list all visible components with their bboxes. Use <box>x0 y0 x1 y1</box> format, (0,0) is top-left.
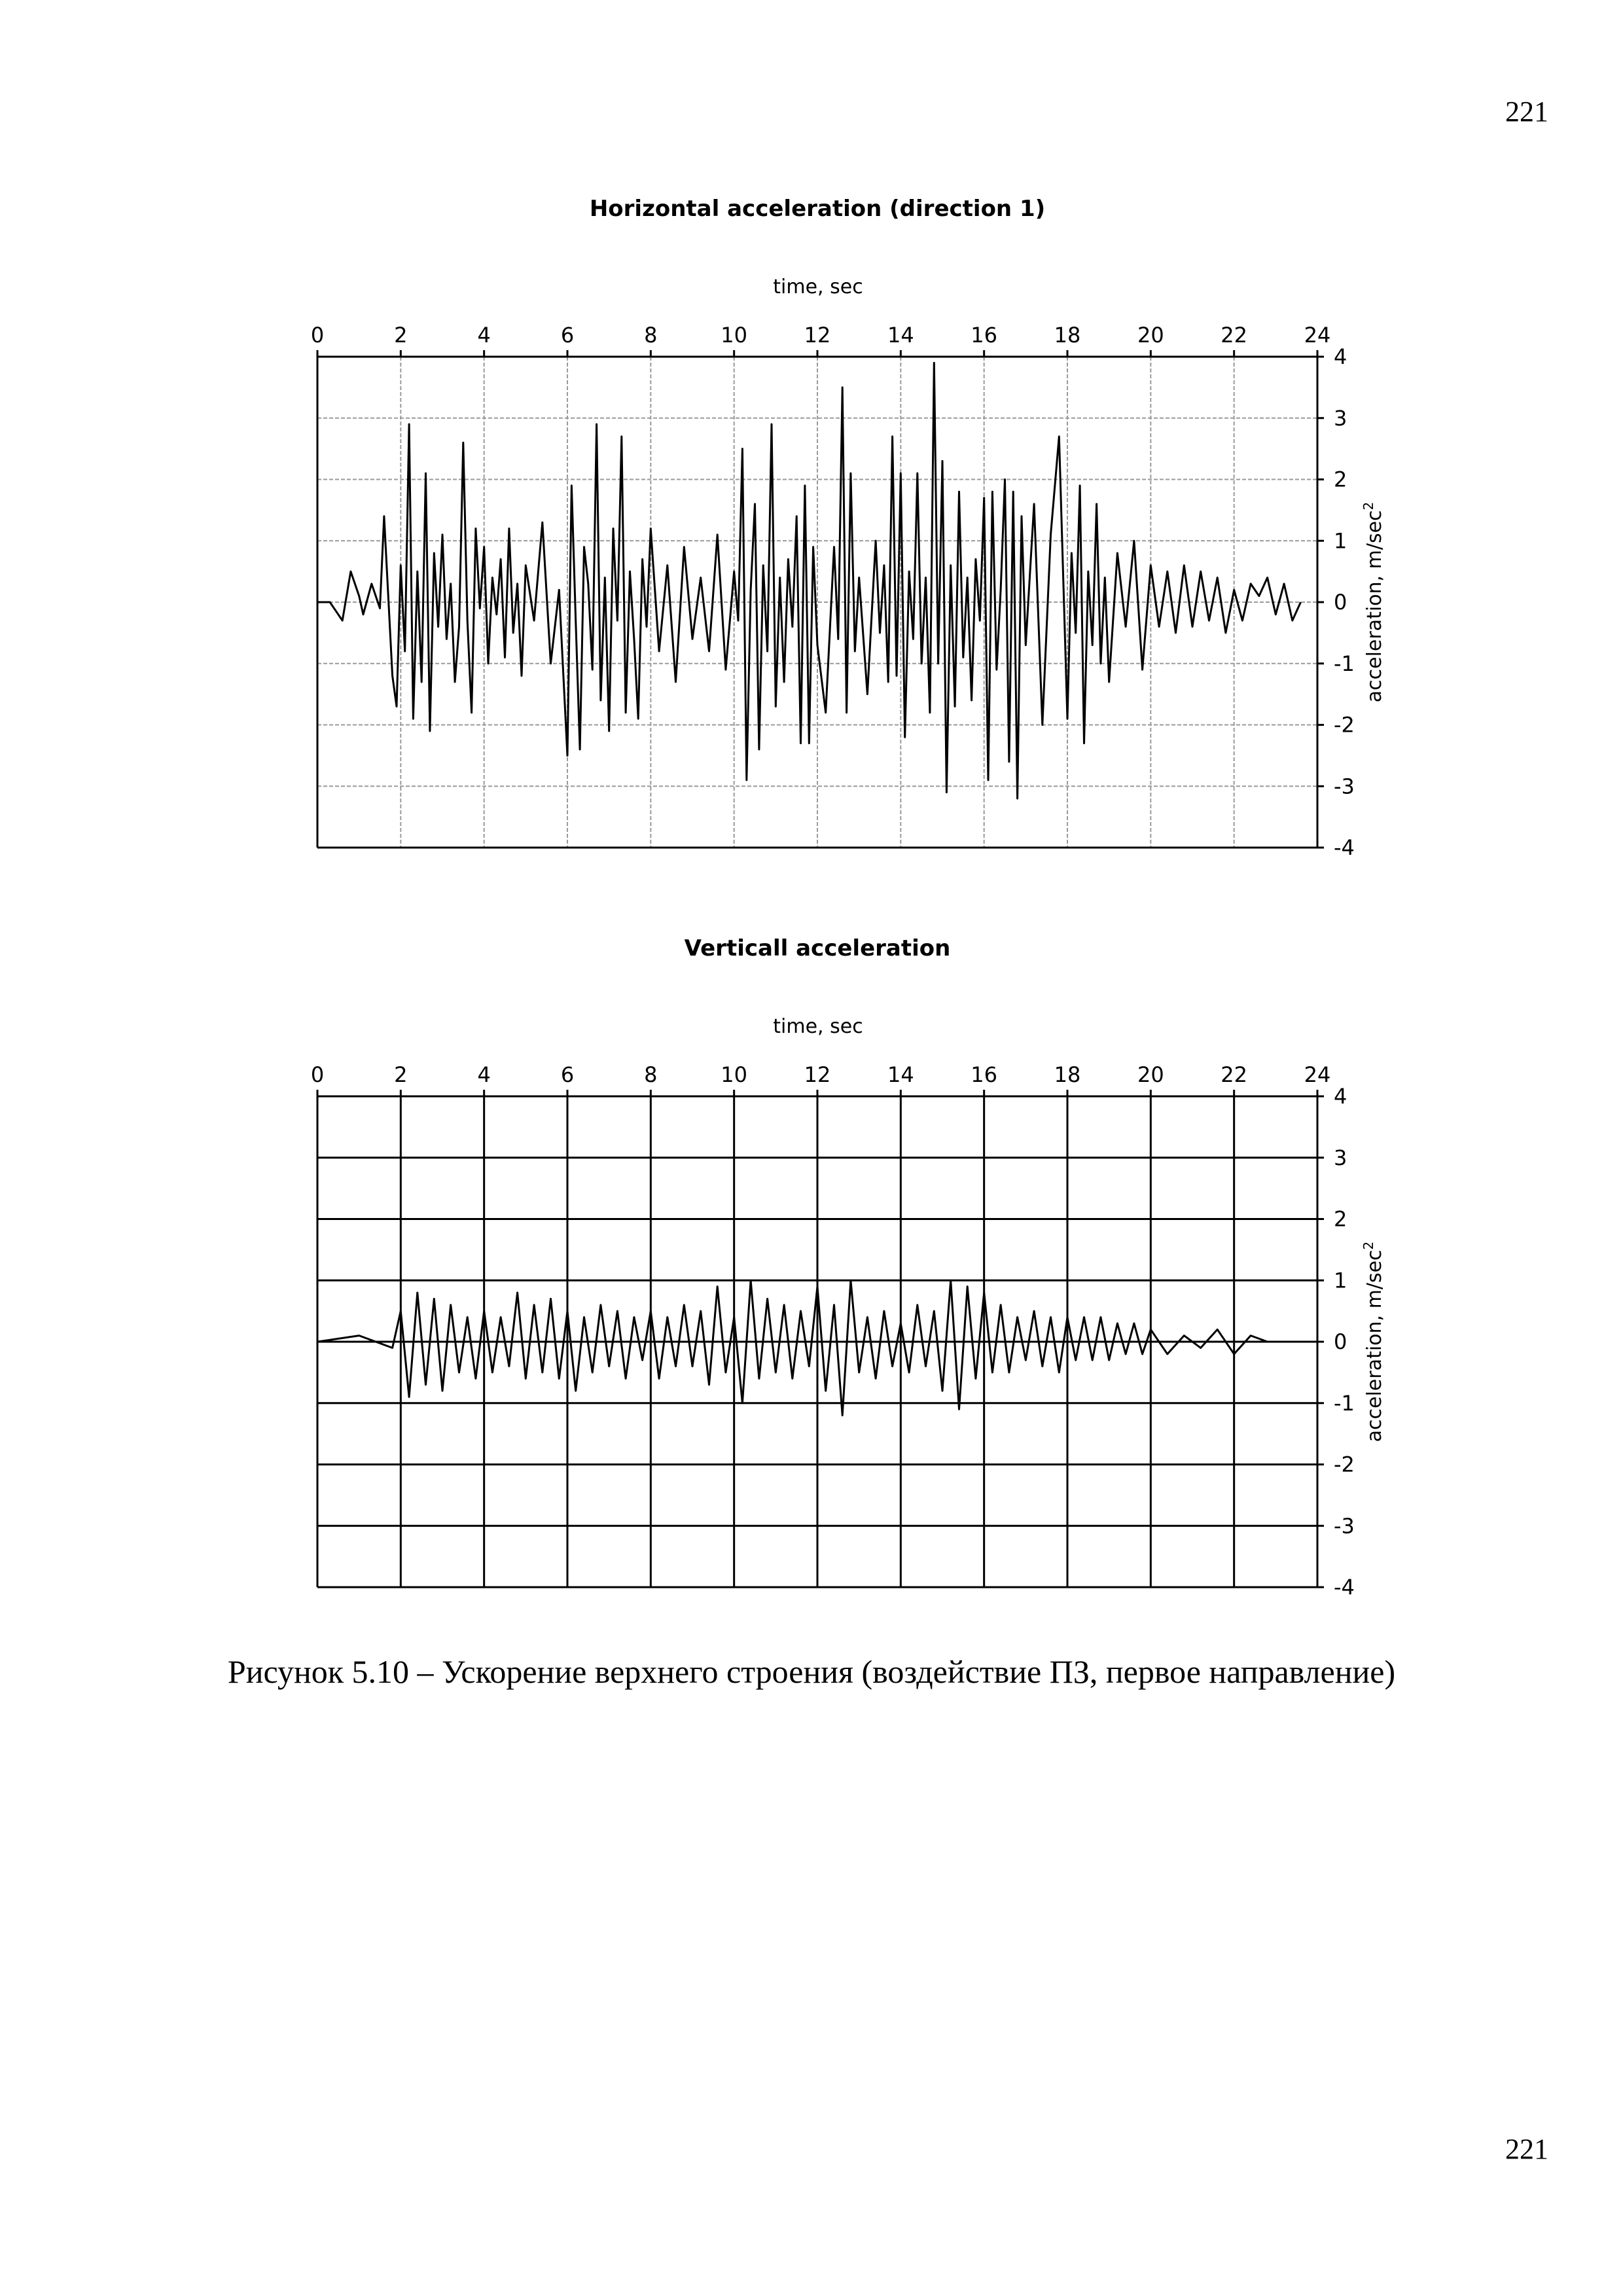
x-tick-label: 6 <box>560 323 575 348</box>
y-tick-label: -2 <box>1334 712 1355 738</box>
x-tick-label: 0 <box>310 323 325 348</box>
x-tick-label: 22 <box>1221 323 1248 348</box>
x-tick-label: 18 <box>1054 323 1081 348</box>
x-tick-label: 4 <box>477 323 491 348</box>
x-tick-label: 2 <box>394 323 408 348</box>
x-tick-label: 16 <box>971 323 998 348</box>
chart-title: Horizontal acceleration (direction 1) <box>589 196 1046 222</box>
y-tick-label: 0 <box>1334 590 1347 615</box>
page-number-top: 221 <box>1505 96 1548 128</box>
y-tick-label: 2 <box>1334 467 1347 492</box>
y-tick-label: 1 <box>1334 528 1347 554</box>
x-tick-label: 2 <box>394 1062 408 1087</box>
chart-title: Verticall acceleration <box>684 935 951 961</box>
y-tick-label: 1 <box>1334 1268 1347 1293</box>
y-tick-label: 4 <box>1334 344 1347 369</box>
y-tick-label: 4 <box>1334 1084 1347 1109</box>
y-tick-label: 3 <box>1334 405 1347 431</box>
x-tick-label: 20 <box>1137 323 1164 348</box>
x-tick-label: 0 <box>310 1062 325 1087</box>
x-tick-label: 14 <box>887 323 914 348</box>
y-tick-label: 3 <box>1334 1145 1347 1170</box>
x-axis-label: time, sec <box>773 1015 863 1038</box>
x-tick-label: 10 <box>721 1062 748 1087</box>
x-tick-label: 20 <box>1137 1062 1164 1087</box>
x-tick-label: 8 <box>644 1062 658 1087</box>
x-tick-label: 22 <box>1221 1062 1248 1087</box>
y-axis-label-text: acceleration, $m/\sec^2$ <box>1361 1241 1386 1443</box>
y-tick-label: -1 <box>1334 1390 1355 1416</box>
figure-caption: Рисунок 5.10 – Ускорение верхнего строения (воздействие ПЗ, первое направление) <box>227 1653 1396 1690</box>
x-tick-label: 8 <box>644 323 658 348</box>
x-tick-label: 18 <box>1054 1062 1081 1087</box>
horizontal-acceleration-chart <box>0 190 1623 877</box>
y-tick-label: -4 <box>1334 1575 1355 1600</box>
x-tick-label: 24 <box>1304 323 1331 348</box>
y-tick-label: 2 <box>1334 1206 1347 1232</box>
y-axis-label <box>1361 1242 1386 1443</box>
series-line-horizontal <box>317 363 1301 798</box>
y-tick-label: -3 <box>1334 1513 1355 1539</box>
y-axis-label-text: acceleration, $m/\sec^2$ <box>1361 501 1386 703</box>
x-tick-label: 4 <box>477 1062 491 1087</box>
y-axis-label-superscript: 2 <box>1361 1241 1376 1250</box>
y-tick-label: -1 <box>1334 651 1355 676</box>
x-tick-label: 12 <box>804 1062 831 1087</box>
x-tick-label: 14 <box>887 1062 914 1087</box>
x-tick-label: 10 <box>721 323 748 348</box>
y-tick-label: -4 <box>1334 835 1355 860</box>
y-axis-label <box>1361 502 1386 703</box>
x-tick-label: 12 <box>804 323 831 348</box>
y-axis-label-superscript: 2 <box>1361 501 1376 511</box>
y-tick-label: -3 <box>1334 774 1355 799</box>
x-tick-label: 16 <box>971 1062 998 1087</box>
x-axis-label: time, sec <box>773 276 863 298</box>
y-tick-label: 0 <box>1334 1329 1347 1354</box>
page-number-bottom: 221 <box>1505 2133 1548 2165</box>
vertical-acceleration-chart <box>0 929 1623 1617</box>
y-tick-label: -2 <box>1334 1452 1355 1477</box>
x-tick-label: 24 <box>1304 1062 1331 1087</box>
x-tick-label: 6 <box>560 1062 575 1087</box>
